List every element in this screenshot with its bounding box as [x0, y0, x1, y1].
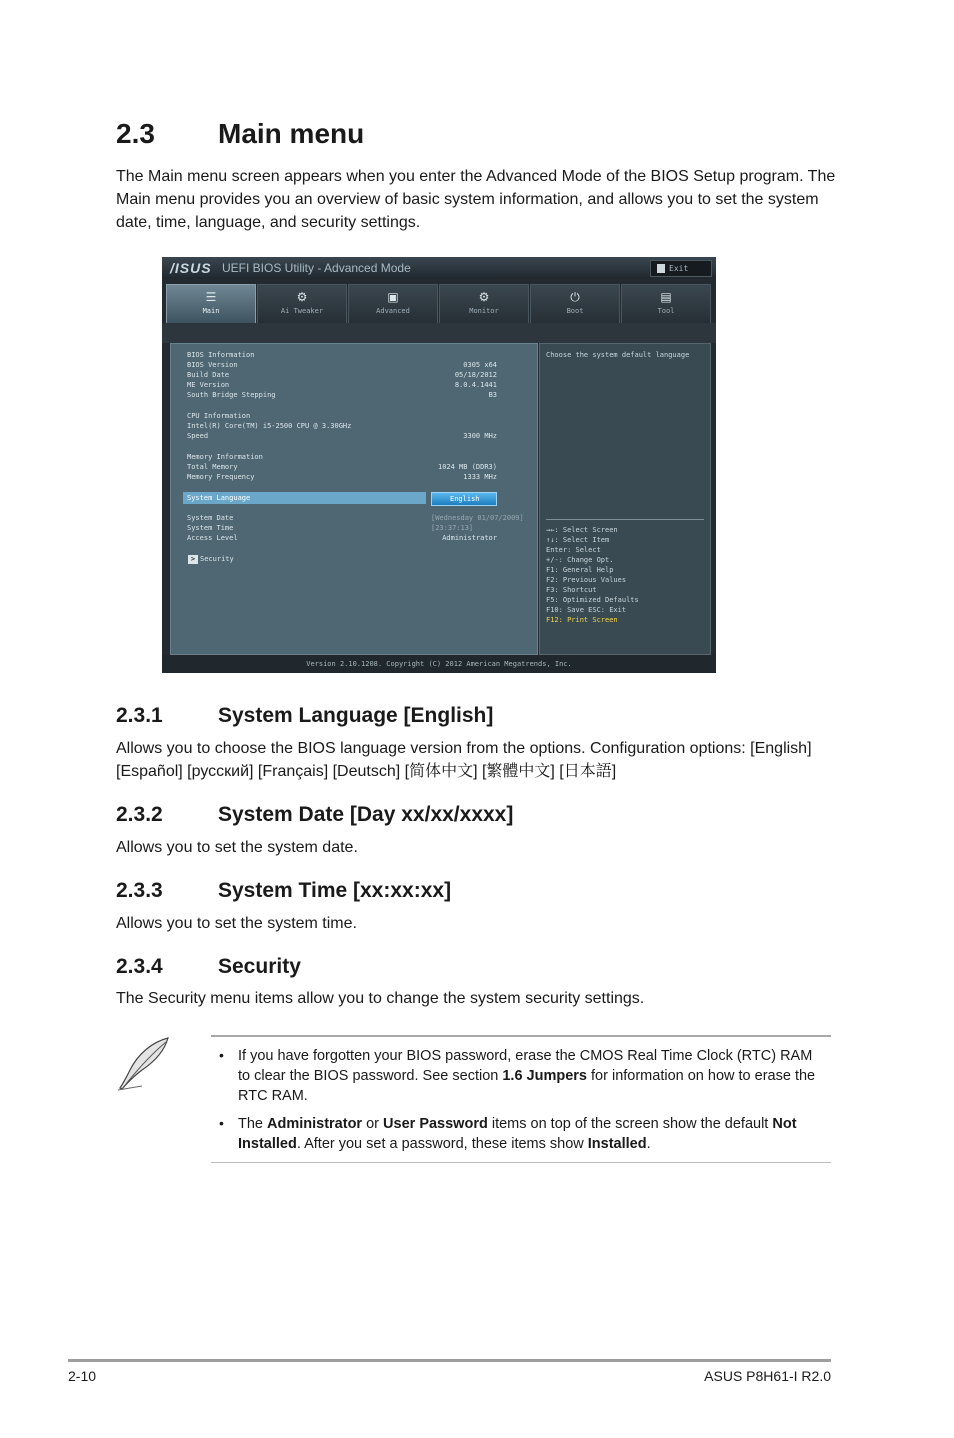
system-language-label: System Language: [187, 494, 251, 502]
bios-tab-bar: [166, 284, 714, 322]
subsection-body: The Security menu items allow you to change the system security settings.: [116, 990, 645, 1007]
tab-boot[interactable]: [530, 284, 620, 324]
subsection-heading: [116, 879, 451, 903]
tab-label: Boot: [566, 307, 584, 315]
me-version-label: ME Version: [187, 381, 230, 389]
note-bold: Not Installed: [238, 1116, 797, 1152]
tab-label: Main: [202, 307, 220, 315]
note-text: . After you set a password, these items show: [296, 1136, 588, 1152]
section-number: 2.3: [116, 118, 155, 149]
memory-freq-value: 1333 MHz: [463, 473, 497, 481]
note-text: items on top of the screen show the default: [487, 1116, 773, 1132]
tweaker-icon: ⚙: [296, 290, 308, 304]
section-heading: [116, 118, 364, 150]
tab-label: Tool: [657, 307, 675, 315]
subsection-title: System Language [English]: [218, 704, 494, 727]
note-bold: 1.6 Jumpers: [502, 1068, 587, 1084]
feather-pen-icon: [112, 1034, 174, 1092]
hotkey-item: Enter: Select: [546, 546, 601, 554]
asus-logo: /ISUS: [170, 260, 212, 276]
tab-ai-tweaker[interactable]: [257, 284, 347, 324]
subsection-heading: [116, 955, 301, 979]
tab-tool[interactable]: [621, 284, 711, 324]
hotkey-item: F1: General Help: [546, 566, 614, 574]
subsection-body: Allows you to set the system time.: [116, 915, 357, 932]
subsection-heading: [116, 704, 493, 728]
note-text: for information on how to erase the RTC RAM.: [238, 1068, 816, 1104]
bios-version-label: BIOS Version: [187, 361, 238, 369]
speed-label: Speed: [187, 432, 209, 440]
tab-main[interactable]: [166, 284, 256, 324]
bios-title-bar: [162, 257, 716, 279]
bios-subheader: [162, 323, 716, 343]
advanced-icon: ▣: [387, 290, 399, 304]
total-memory-label: Total Memory: [187, 463, 238, 471]
speed-value: 3300 MHz: [463, 432, 497, 440]
system-language-select[interactable]: [431, 492, 497, 506]
subsection-title: System Date [Day xx/xx/xxxx]: [218, 803, 514, 826]
tool-icon: ▤: [660, 290, 672, 304]
subsection-body: Allows you to set the system date.: [116, 839, 358, 856]
access-level-value: Administrator: [442, 534, 497, 542]
note-top-rule: [211, 1035, 831, 1037]
note-text: or: [362, 1116, 384, 1132]
note-text: .: [646, 1136, 651, 1152]
bios-info-header: BIOS Information: [187, 351, 255, 359]
list-icon: ☰: [205, 290, 217, 304]
cpu-name: Intel(R) Core(TM) i5-2500 CPU @ 3.30GHz: [187, 422, 352, 430]
subsection-number: 2.3.1: [116, 704, 163, 727]
help-divider: [546, 519, 704, 520]
south-bridge-label: South Bridge Stepping: [187, 391, 276, 399]
system-language-value: English: [450, 495, 480, 503]
chevron-right-icon: >: [188, 555, 198, 564]
hotkey-item: F12: Print Screen: [546, 616, 618, 624]
bios-screenshot: [162, 257, 716, 673]
system-language-row[interactable]: [183, 492, 426, 504]
bios-version-value: 0305 x64: [463, 361, 497, 369]
section-title: Main menu: [218, 118, 365, 149]
me-version-value: 8.0.4.1441: [454, 381, 497, 389]
subsection-number: 2.3.2: [116, 803, 163, 826]
subsection-title: Security: [218, 955, 301, 978]
note-bold: Installed: [587, 1136, 647, 1152]
tab-monitor[interactable]: [439, 284, 529, 324]
note-text: The: [238, 1116, 268, 1132]
exit-button[interactable]: [650, 260, 712, 277]
note-text: If you have forgotten your BIOS password, erase the CMOS Real Time Clock (RTC) RAM to clear the BIOS password. See section: [238, 1048, 813, 1084]
note-bottom-rule: [211, 1162, 831, 1163]
tab-label: Monitor: [469, 307, 499, 315]
tab-label: Advanced: [376, 307, 410, 315]
subsection-heading: [116, 803, 513, 827]
bullet-marker: •: [219, 1047, 224, 1063]
memory-info-header: Memory Information: [187, 453, 263, 461]
system-time-label: System Time: [187, 524, 234, 532]
note-bullet-1: [238, 1046, 828, 1106]
bios-title: UEFI BIOS Utility - Advanced Mode: [222, 261, 411, 275]
help-panel: [539, 343, 711, 655]
product-name: ASUS P8H61-I R2.0: [704, 1368, 831, 1384]
page-number: 2-10: [68, 1368, 97, 1384]
tab-advanced[interactable]: [348, 284, 438, 324]
exit-icon: [657, 264, 665, 273]
main-panel: [170, 343, 538, 655]
hotkey-item: F10: Save ESC: Exit: [546, 606, 627, 614]
power-icon: ⏻: [570, 290, 580, 304]
system-date-label: System Date: [187, 514, 234, 522]
memory-freq-label: Memory Frequency: [187, 473, 255, 481]
subsection-title: System Time [xx:xx:xx]: [218, 879, 452, 902]
intro-paragraph: The Main menu screen appears when you enter the Advanced Mode of the BIOS Setup program. The Main menu provides you an overview of basic system information, and allows you to set the system date, time, language, and security settings.: [116, 168, 836, 231]
help-text: Choose the system default language: [546, 351, 690, 359]
exit-label: Exit: [669, 264, 689, 273]
hotkey-item: ↑↓: Select Item: [546, 536, 610, 544]
subsection-body: Allows you to choose the BIOS language version from the options. Configuration options: [English] [Español] [русский] [Français] [Deutsch] [简体中文] [繁體中文] [日本語]: [116, 740, 812, 780]
tab-label: Ai Tweaker: [280, 307, 324, 315]
hotkey-item: →←: Select Screen: [546, 526, 618, 534]
system-date-value[interactable]: [Wednesday 01/07/2009]: [431, 514, 524, 522]
cpu-info-header: CPU Information: [187, 412, 251, 420]
bios-footer: Version 2.10.1208. Copyright (C) 2012 American Megatrends, Inc.: [162, 655, 716, 673]
monitor-icon: ⚙: [478, 290, 490, 304]
access-level-label: Access Level: [187, 534, 238, 542]
footer-rule: [68, 1359, 831, 1362]
hotkey-item: F2: Previous Values: [546, 576, 627, 584]
south-bridge-value: B3: [488, 391, 497, 399]
note-bullet-2: [238, 1114, 828, 1154]
subsection-number: 2.3.3: [116, 879, 163, 902]
subsection-number: 2.3.4: [116, 955, 163, 978]
hotkey-item: F3: Shortcut: [546, 586, 597, 594]
hotkey-item: F5: Optimized Defaults: [546, 596, 639, 604]
security-item[interactable]: Security: [200, 555, 234, 563]
bullet-marker: •: [219, 1115, 224, 1131]
build-date-value: 05/18/2012: [454, 371, 497, 379]
note-bold: User Password: [383, 1116, 488, 1132]
note-bold: Administrator: [267, 1116, 363, 1132]
build-date-label: Build Date: [187, 371, 230, 379]
total-memory-value: 1024 MB (DDR3): [437, 463, 497, 471]
hotkey-item: +/-: Change Opt.: [546, 556, 614, 564]
system-time-value[interactable]: [23:37:13]: [431, 524, 474, 532]
